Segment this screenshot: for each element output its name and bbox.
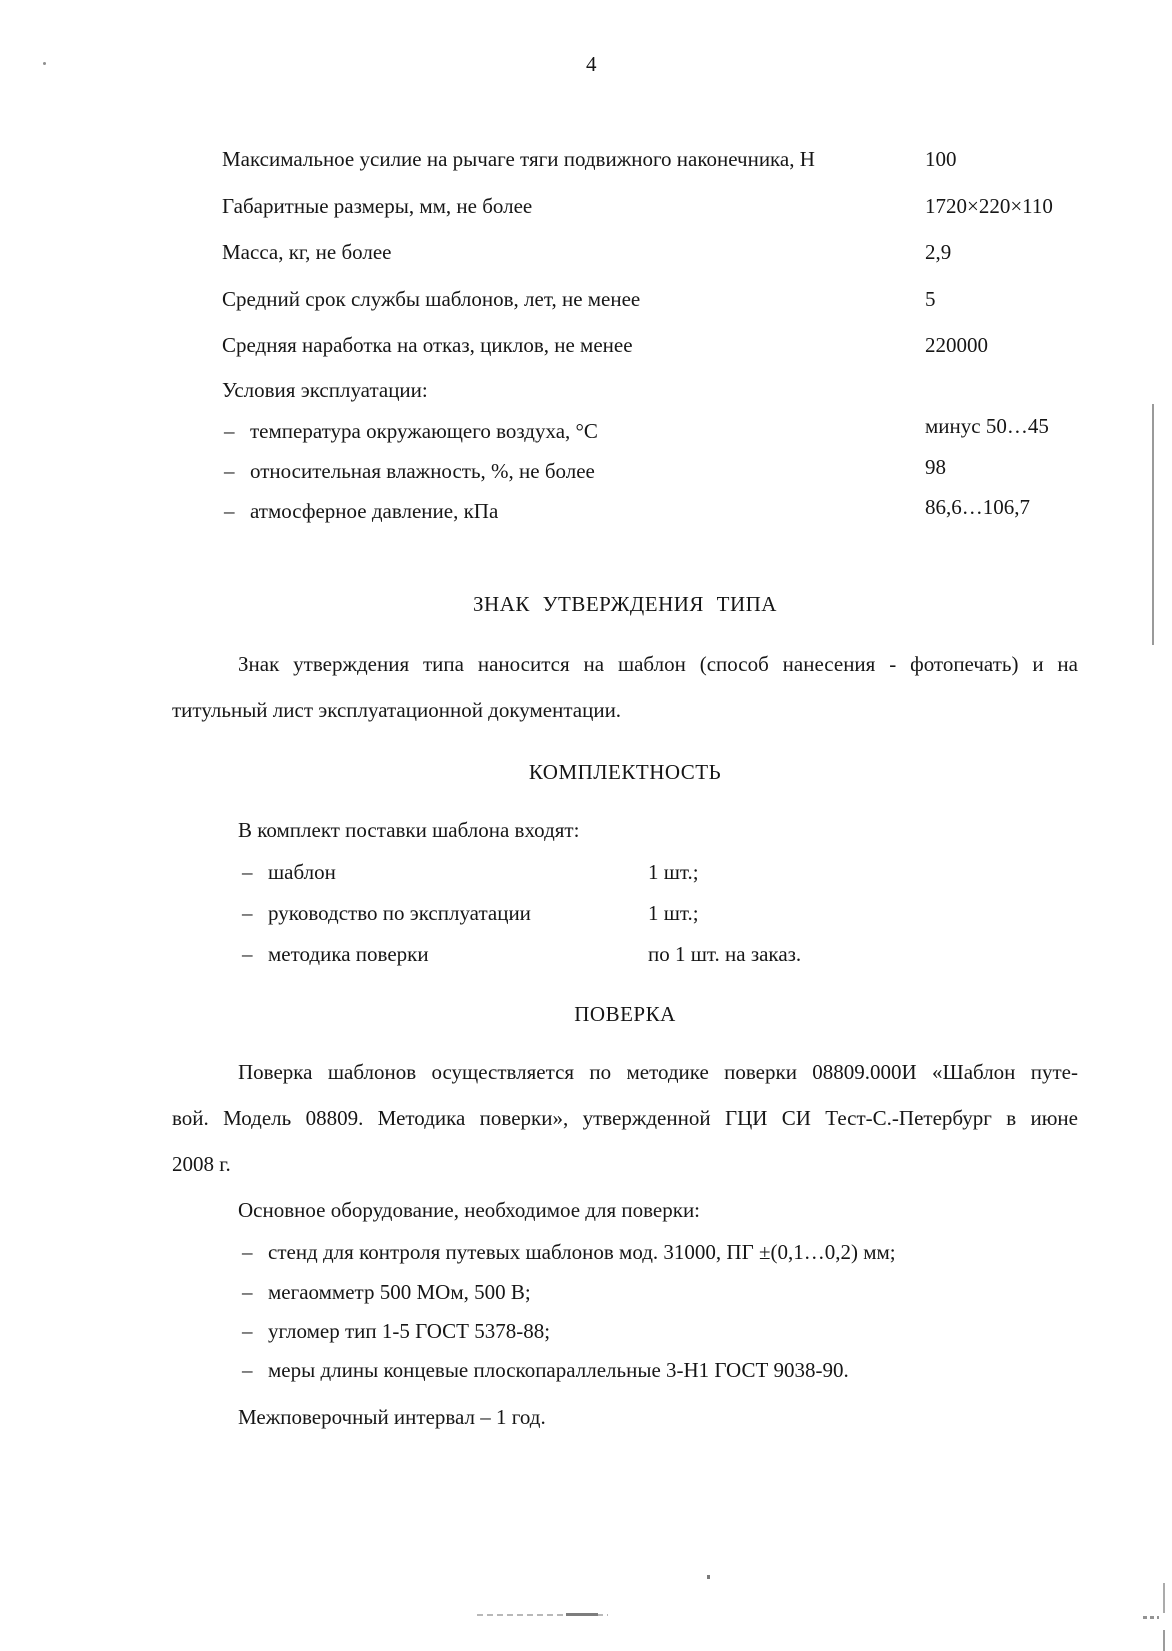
- scan-artifact-vertical-line: [1163, 1583, 1165, 1613]
- spec-value: минус 50…45: [925, 414, 1049, 438]
- list-item-value: 1 шт.;: [648, 860, 699, 884]
- paragraph-line: Основное оборудование, необходимое для поверки:: [238, 1198, 701, 1222]
- spec-value: 2,9: [925, 240, 952, 264]
- paragraph-line: Знак утверждения типа наносится на шаблон (способ нанесения - фотопечать) и на: [238, 652, 1078, 676]
- scan-artifact-vertical-line: [1152, 404, 1154, 645]
- spec-value: 1720×220×110: [925, 194, 1053, 218]
- list-item: [242, 1240, 896, 1264]
- spec-value: 86,6…106,7: [925, 495, 1030, 519]
- paragraph-line: В комплект поставки шаблона входят:: [238, 818, 580, 842]
- spec-label: относительная влажность, %, не более: [250, 459, 595, 483]
- list-item-value: 1 шт.;: [648, 901, 699, 925]
- spec-row: [224, 499, 498, 523]
- list-item-label: руководство по эксплуатации: [268, 901, 531, 925]
- spec-label: Максимальное усилие на рычаге тяги подвижного наконечника, Н: [222, 147, 815, 171]
- paragraph-line: 2008 г.: [172, 1152, 231, 1176]
- list-item-label: мегаомметр 500 МОм, 500 В;: [268, 1280, 531, 1304]
- spec-label: Средняя наработка на отказ, циклов, не менее: [222, 333, 633, 357]
- paragraph-line: титульный лист эксплуатационной документации.: [172, 698, 622, 722]
- section-heading-type-approval: ЗНАК УТВЕРЖДЕНИЯ ТИПА: [473, 592, 777, 616]
- spec-label: Габаритные размеры, мм, не более: [222, 194, 533, 218]
- list-item: [242, 1319, 550, 1343]
- spec-value: 100: [925, 147, 957, 171]
- scan-artifact-vertical-line: [1163, 1630, 1165, 1651]
- spec-row: [224, 419, 598, 443]
- paragraph-line: Межповерочный интервал – 1 год.: [238, 1405, 546, 1429]
- list-item-value: по 1 шт. на заказ.: [648, 942, 802, 966]
- list-item: [242, 860, 336, 884]
- spec-label: Условия эксплуатации:: [222, 378, 428, 402]
- section-heading-verification: ПОВЕРКА: [574, 1002, 676, 1026]
- list-dash: –: [242, 1280, 253, 1304]
- section-heading-completeness: КОМПЛЕКТНОСТЬ: [528, 760, 722, 784]
- list-item-label: стенд для контроля путевых шаблонов мод. 31000, ПГ ±(0,1…0,2) мм;: [268, 1240, 896, 1264]
- list-item-label: шаблон: [268, 860, 336, 884]
- list-dash: –: [224, 419, 235, 443]
- spec-label: температура окружающего воздуха, °С: [250, 419, 598, 443]
- list-item: [242, 901, 531, 925]
- list-dash: –: [242, 1240, 253, 1264]
- scan-artifact-dot: [707, 1575, 710, 1579]
- list-dash: –: [224, 499, 235, 523]
- list-dash: –: [242, 901, 253, 925]
- list-item-label: методика поверки: [268, 942, 429, 966]
- scan-artifact-dash: [566, 1613, 598, 1616]
- list-dash: –: [242, 1319, 253, 1343]
- list-dash: –: [242, 1358, 253, 1382]
- list-dash: –: [224, 459, 235, 483]
- scan-artifact-dot: [43, 62, 46, 65]
- list-item: [242, 1358, 849, 1382]
- list-dash: –: [242, 942, 253, 966]
- spec-label: атмосферное давление, кПа: [250, 499, 499, 523]
- page-number: 4: [586, 52, 597, 76]
- scan-artifact-marks: [1143, 1616, 1159, 1619]
- spec-label: Средний срок службы шаблонов, лет, не менее: [222, 287, 641, 311]
- list-dash: –: [242, 860, 253, 884]
- spec-value: 220000: [925, 333, 988, 357]
- scan-artifact-dashed-line: [477, 1614, 608, 1616]
- spec-row: [224, 459, 595, 483]
- spec-value: 98: [925, 455, 946, 479]
- list-item-label: меры длины концевые плоскопараллельные 3-Н1 ГОСТ 9038-90.: [268, 1358, 849, 1382]
- paragraph-line: вой. Модель 08809. Методика поверки», утвержденной ГЦИ СИ Тест-С.-Петербург в июне: [172, 1106, 1078, 1130]
- spec-label: Масса, кг, не более: [222, 240, 392, 264]
- paragraph-line: Поверка шаблонов осуществляется по методике поверки 08809.000И «Шаблон путе-: [238, 1060, 1078, 1084]
- list-item: [242, 1280, 531, 1304]
- list-item: [242, 942, 429, 966]
- list-item-label: угломер тип 1-5 ГОСТ 5378-88;: [268, 1319, 551, 1343]
- spec-value: 5: [925, 287, 936, 311]
